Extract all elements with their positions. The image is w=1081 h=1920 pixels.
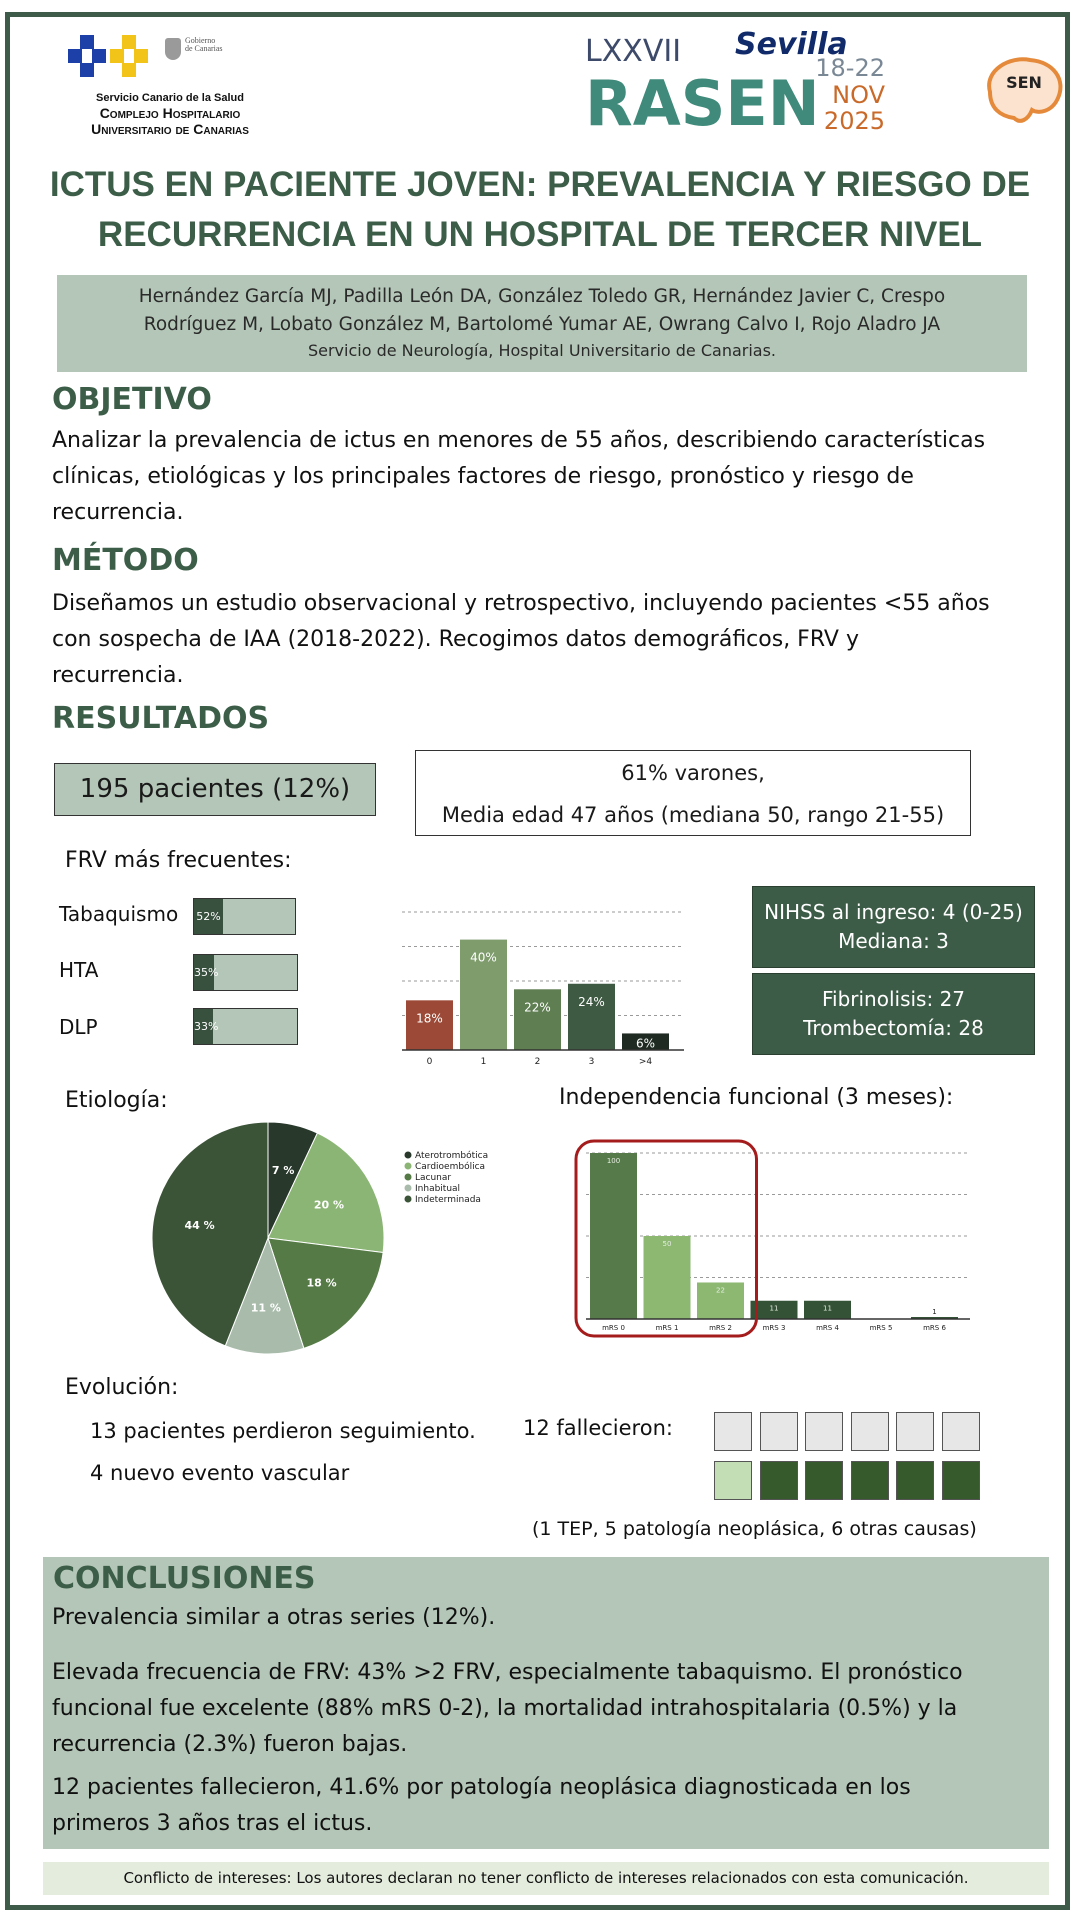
gobierno-line2: de Canarias	[185, 44, 223, 54]
nihss-line1: NIHSS al ingreso: 4 (0-25)	[764, 900, 1023, 924]
nihss-line2: Mediana: 3	[838, 929, 949, 953]
legend-marker-4	[405, 1196, 412, 1203]
death-square	[851, 1461, 889, 1500]
org-line2: Complejo Hospitalario	[99, 104, 241, 121]
treatment-box	[752, 973, 1035, 1055]
frv-label-dlp: DLP	[59, 1015, 98, 1039]
event-name: RASEN	[585, 67, 820, 138]
objetivo-line3: recurrencia.	[52, 500, 184, 525]
death-square	[896, 1412, 934, 1451]
conclusion-3-line1: 12 pacientes fallecieron, 41.6% por patología neoplásica diagnosticada en los	[52, 1775, 911, 1800]
legend-marker-0	[405, 1152, 412, 1159]
deaths-label: 12 fallecieron:	[523, 1416, 673, 1440]
mrs-tick-4: mRS 4	[816, 1324, 839, 1332]
conclusiones-heading: CONCLUSIONES	[53, 1561, 316, 1596]
death-square	[896, 1461, 934, 1500]
frv-count-bar-chart	[392, 880, 692, 1065]
frv-bar-dlp	[193, 1008, 298, 1045]
poster-title	[40, 160, 1040, 260]
tick-label-3: 3	[588, 1057, 595, 1065]
demographics-box	[415, 750, 971, 836]
mrs-label-0: 100	[606, 1157, 621, 1165]
mrs-tick-1: mRS 1	[655, 1324, 679, 1332]
mrs-bar-1	[644, 1236, 691, 1319]
resultados-heading: RESULTADOS	[52, 701, 270, 736]
conclusion-2-line2: funcional fue excelente (88% mRS 0-2), la mortalidad intrahospitalaria (0.5%) y la	[52, 1696, 958, 1721]
objetivo-heading: OBJETIVO	[52, 382, 212, 417]
metodo-text	[52, 586, 1062, 694]
objetivo-text	[52, 423, 1062, 531]
conclusion-3-line2: primeros 3 años tras el ictus.	[52, 1811, 373, 1836]
title-line1: ICTUS EN PACIENTE JOVEN: PREVALENCIA Y RIESGO DE	[49, 165, 1031, 204]
conclusion-2-line1: Elevada frecuencia de FRV: 43% >2 FRV, especialmente tabaquismo. El pronóstico	[52, 1660, 963, 1685]
event-roman: LXXVII	[585, 34, 682, 69]
pie-label-2: 18 %	[306, 1276, 337, 1290]
hospital-name	[60, 92, 280, 137]
gobierno-line1: Gobierno	[185, 36, 216, 45]
death-square	[805, 1461, 843, 1500]
legend-label-3: Inhabitual	[415, 1184, 461, 1194]
mrs-label-6: 1	[932, 1308, 937, 1316]
legend-label-4: Indeterminada	[415, 1195, 481, 1205]
mrs-tick-3: mRS 3	[762, 1324, 786, 1332]
metodo-line2: con sospecha de IAA (2018-2022). Recogimos datos demográficos, FRV y	[52, 627, 859, 652]
gobierno-shield-icon	[165, 38, 181, 60]
legend-label-0: Aterotrombótica	[415, 1151, 489, 1161]
conclusion-1: Prevalencia similar a otras series (12%).	[52, 1605, 496, 1630]
legend-label-2: Lacunar	[415, 1173, 452, 1183]
frv-label-tabaquismo: Tabaquismo	[59, 902, 179, 926]
event-dates: 18-22	[815, 54, 885, 82]
fibrinolisis-count: Fibrinolisis: 27	[821, 987, 966, 1011]
conclusiones-panel	[43, 1557, 1049, 1849]
title-line2: RECURRENCIA EN UN HOSPITAL DE TERCER NIVEL	[97, 215, 983, 254]
mrs-label-1: 50	[662, 1240, 672, 1248]
frv-fill-dlp: 33%	[194, 1009, 213, 1044]
etiologia-title: Etiología:	[65, 1088, 168, 1113]
frv-bar-tabaquismo	[193, 898, 296, 935]
trombectomia-count: Trombectomía: 28	[803, 1016, 984, 1040]
bar-2	[514, 989, 561, 1050]
legend-marker-1	[405, 1163, 412, 1170]
frv-title: FRV más frecuentes:	[65, 848, 292, 873]
sen-society-logo	[980, 52, 1068, 124]
new-vascular-event: 4 nuevo evento vascular	[90, 1461, 350, 1485]
sen-logo-text: SEN	[1006, 73, 1042, 92]
mrs-bar-chart	[570, 1135, 970, 1345]
authors-line2: Rodríguez M, Lobato González M, Bartolomé Yumar AE, Owrang Calvo I, Rojo Aladro JA	[143, 314, 941, 335]
death-square	[851, 1412, 889, 1451]
legend-marker-2	[405, 1174, 412, 1181]
frv-bar-hta	[193, 954, 298, 991]
lost-followup: 13 pacientes perdieron seguimiento.	[90, 1419, 476, 1443]
evolucion-title: Evolución:	[65, 1375, 179, 1400]
mrs-bar-0	[590, 1153, 637, 1319]
age-summary: Media edad 47 años (mediana 50, rango 21-55)	[441, 803, 945, 827]
objetivo-line1: Analizar la prevalencia de ictus en menores de 55 años, describiendo características	[52, 428, 986, 453]
scs-logo	[68, 35, 148, 81]
frv-label-hta: HTA	[59, 958, 99, 982]
mrs-tick-2: mRS 2	[709, 1324, 732, 1332]
mrs-tick-0: mRS 0	[602, 1324, 625, 1332]
org-line1: Servicio Canario de la Salud	[96, 92, 244, 104]
death-square	[942, 1461, 980, 1500]
etiologia-pie-chart	[150, 1120, 510, 1360]
footer-disclaimer: Conflicto de intereses: Los autores declaran no tener conflicto de intereses relacionados con esta comunicación.	[43, 1862, 1049, 1895]
mrs-tick-5: mRS 5	[869, 1324, 893, 1332]
mrs-label-2: 22	[716, 1286, 725, 1295]
mrs-label-3: 11	[769, 1304, 779, 1313]
legend-marker-3	[405, 1185, 412, 1192]
sex-ratio: 61% varones,	[621, 761, 765, 785]
mrs-label-4: 11	[823, 1304, 832, 1313]
event-month: NOV	[832, 81, 885, 109]
death-square	[942, 1412, 980, 1451]
event-city: Sevilla	[735, 28, 848, 62]
pie-label-3: 11 %	[250, 1301, 281, 1315]
conclusion-2	[52, 1655, 1037, 1763]
death-square	[760, 1461, 798, 1500]
pie-label-0: 7 %	[271, 1164, 295, 1178]
frv-fill-hta: 35%	[194, 955, 214, 990]
death-square	[760, 1412, 798, 1451]
tick-label-1: 1	[480, 1057, 487, 1065]
tick-label-4: >4	[638, 1057, 653, 1065]
conclusion-2-line3: recurrencia (2.3%) fueron bajas.	[52, 1732, 408, 1757]
bar-label-0: 18%	[416, 1011, 443, 1026]
bar-3	[568, 984, 615, 1050]
nihss-box	[752, 886, 1035, 968]
pie-label-4: 44 %	[184, 1218, 215, 1232]
metodo-line1: Diseñamos un estudio observacional y retrospectivo, incluyendo pacientes <55 años	[52, 591, 990, 616]
tick-label-0: 0	[426, 1057, 433, 1065]
death-square	[714, 1461, 752, 1500]
org-line3: Universitario de Canarias	[91, 120, 249, 137]
death-square	[805, 1412, 843, 1451]
bar-label-2: 22%	[524, 1000, 551, 1015]
affiliation: Servicio de Neurología, Hospital Universitario de Canarias.	[307, 341, 777, 360]
metodo-heading: MÉTODO	[52, 543, 199, 578]
independencia-title: Independencia funcional (3 meses):	[559, 1085, 954, 1110]
bar-label-1: 40%	[470, 950, 497, 965]
pie-label-1: 20 %	[313, 1198, 345, 1212]
objetivo-line2: clínicas, etiológicas y los principales factores de riesgo, pronóstico y riesgo de	[52, 464, 914, 489]
authors-panel	[57, 275, 1027, 372]
gobierno-logo-text	[185, 37, 223, 54]
event-year: 2025	[823, 107, 885, 135]
authors-line1: Hernández García MJ, Padilla León DA, González Toledo GR, Hernández Javier C, Crespo	[138, 286, 946, 307]
deaths-detail: (1 TEP, 5 patología neoplásica, 6 otras causas)	[532, 1518, 977, 1540]
death-square	[714, 1412, 752, 1451]
bar-label-4: 6%	[635, 1036, 656, 1051]
metodo-line3: recurrencia.	[52, 663, 184, 688]
rasen-event-logo	[585, 28, 885, 138]
patients-box: 195 pacientes (12%)	[54, 763, 376, 816]
conclusion-3	[52, 1770, 1037, 1842]
frv-fill-tabaquismo: 52%	[194, 899, 223, 934]
legend-label-1: Cardioembólica	[415, 1162, 486, 1172]
bar-label-3: 24%	[578, 994, 605, 1009]
tick-label-2: 2	[534, 1057, 541, 1065]
mrs-tick-6: mRS 6	[923, 1324, 946, 1332]
